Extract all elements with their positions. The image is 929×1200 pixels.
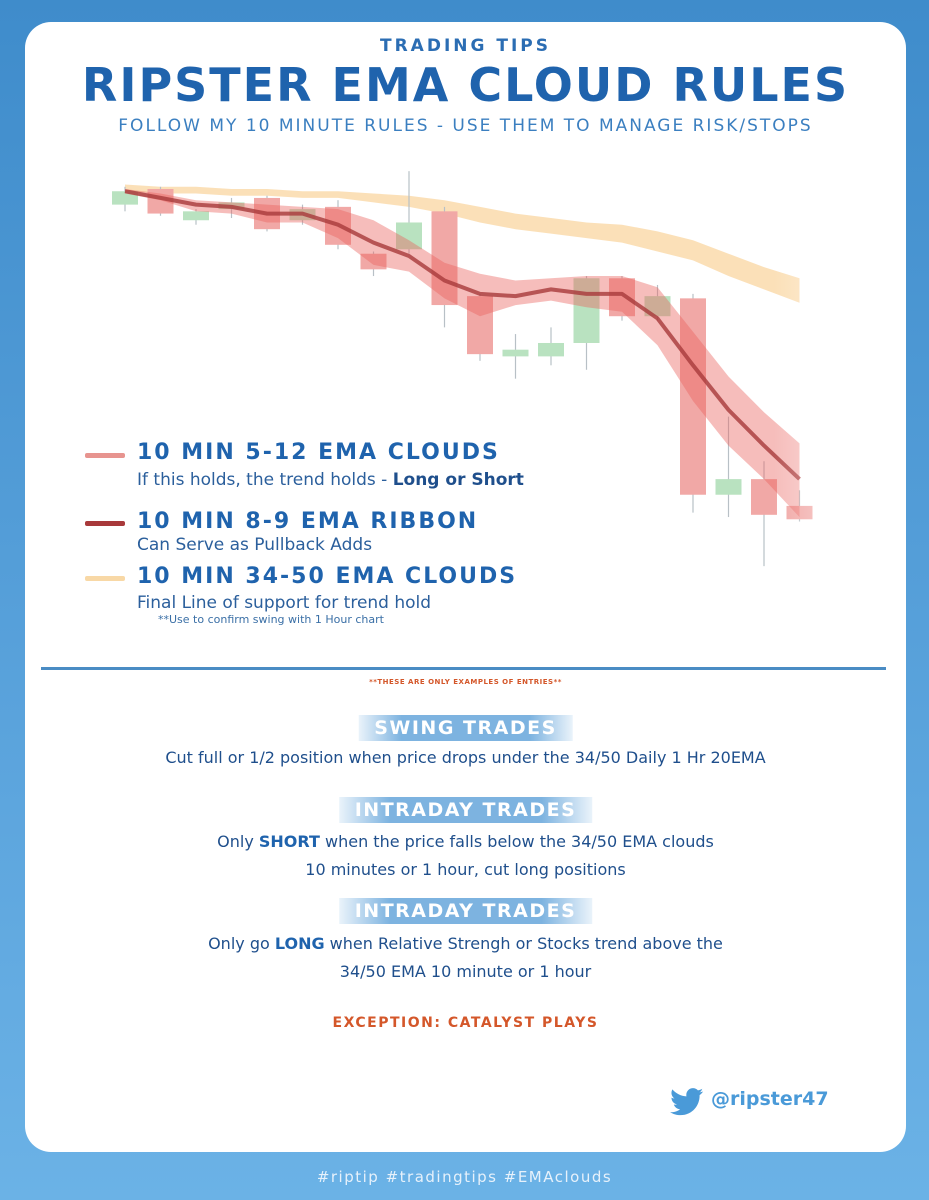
intraday-short-prefix: Only xyxy=(217,832,259,851)
page-title: RIPSTER EMA CLOUD RULES xyxy=(81,58,850,112)
legend-desc-prefix: If this holds, the trend holds - xyxy=(137,470,393,490)
legend-desc-slow-cloud: Final Line of support for trend hold xyxy=(137,593,432,613)
legend-title-slow-cloud: 10 MIN 34-50 EMA CLOUDS xyxy=(137,564,518,589)
exception-note: EXCEPTION: CATALYST PLAYS xyxy=(332,1015,599,1031)
intraday-long-text xyxy=(25,930,906,986)
intraday-short-heading: INTRADAY TRADES xyxy=(339,797,593,823)
legend-title-ribbon: 10 MIN 8-9 EMA RIBBON xyxy=(137,509,479,534)
legend-swatch-slow-cloud xyxy=(85,576,125,581)
intraday-short-line1 xyxy=(25,828,906,856)
intraday-long-line1 xyxy=(25,930,906,958)
legend-title-fast-cloud: 10 MIN 5-12 EMA CLOUDS xyxy=(137,440,500,465)
swing-trades-heading: SWING TRADES xyxy=(358,715,573,741)
infographic-card xyxy=(25,22,906,1152)
twitter-bird-icon xyxy=(670,1088,704,1116)
intraday-short-line2: 10 minutes or 1 hour, cut long positions xyxy=(305,860,626,879)
legend-swatch-fast-cloud xyxy=(85,453,125,458)
intraday-short-text xyxy=(25,828,906,884)
intraday-long-keyword: LONG xyxy=(274,934,325,953)
section-divider xyxy=(41,667,886,670)
legend-desc-ribbon: Can Serve as Pullback Adds xyxy=(137,535,373,555)
legend-desc-fast-cloud xyxy=(137,470,524,490)
intraday-long-suffix: when Relative Strengh or Stocks trend above the xyxy=(324,934,723,953)
legend-note: **Use to confirm swing with 1 Hour chart xyxy=(158,613,384,626)
legend-desc-bold: Long or Short xyxy=(392,470,524,490)
intraday-long-heading: INTRADAY TRADES xyxy=(339,898,593,924)
hashtags: #riptip #tradingtips #EMAclouds xyxy=(316,1168,613,1186)
twitter-handle[interactable]: @ripster47 xyxy=(711,1088,829,1110)
intraday-short-suffix: when the price falls below the 34/50 EMA clouds xyxy=(319,832,714,851)
intraday-long-line2: 34/50 EMA 10 minute or 1 hour xyxy=(339,962,592,981)
intraday-long-prefix: Only go xyxy=(208,934,275,953)
disclaimer: **THESE ARE ONLY EXAMPLES OF ENTRIES** xyxy=(369,678,562,686)
kicker-label: TRADING TIPS xyxy=(379,36,551,56)
swing-trades-text: Cut full or 1/2 position when price drops under the 34/50 Daily 1 Hr 20EMA xyxy=(165,748,766,767)
legend-swatch-ribbon xyxy=(85,521,125,526)
page-subtitle: FOLLOW MY 10 MINUTE RULES - USE THEM TO MANAGE RISK/STOPS xyxy=(118,116,813,136)
intraday-short-keyword: SHORT xyxy=(258,832,320,851)
